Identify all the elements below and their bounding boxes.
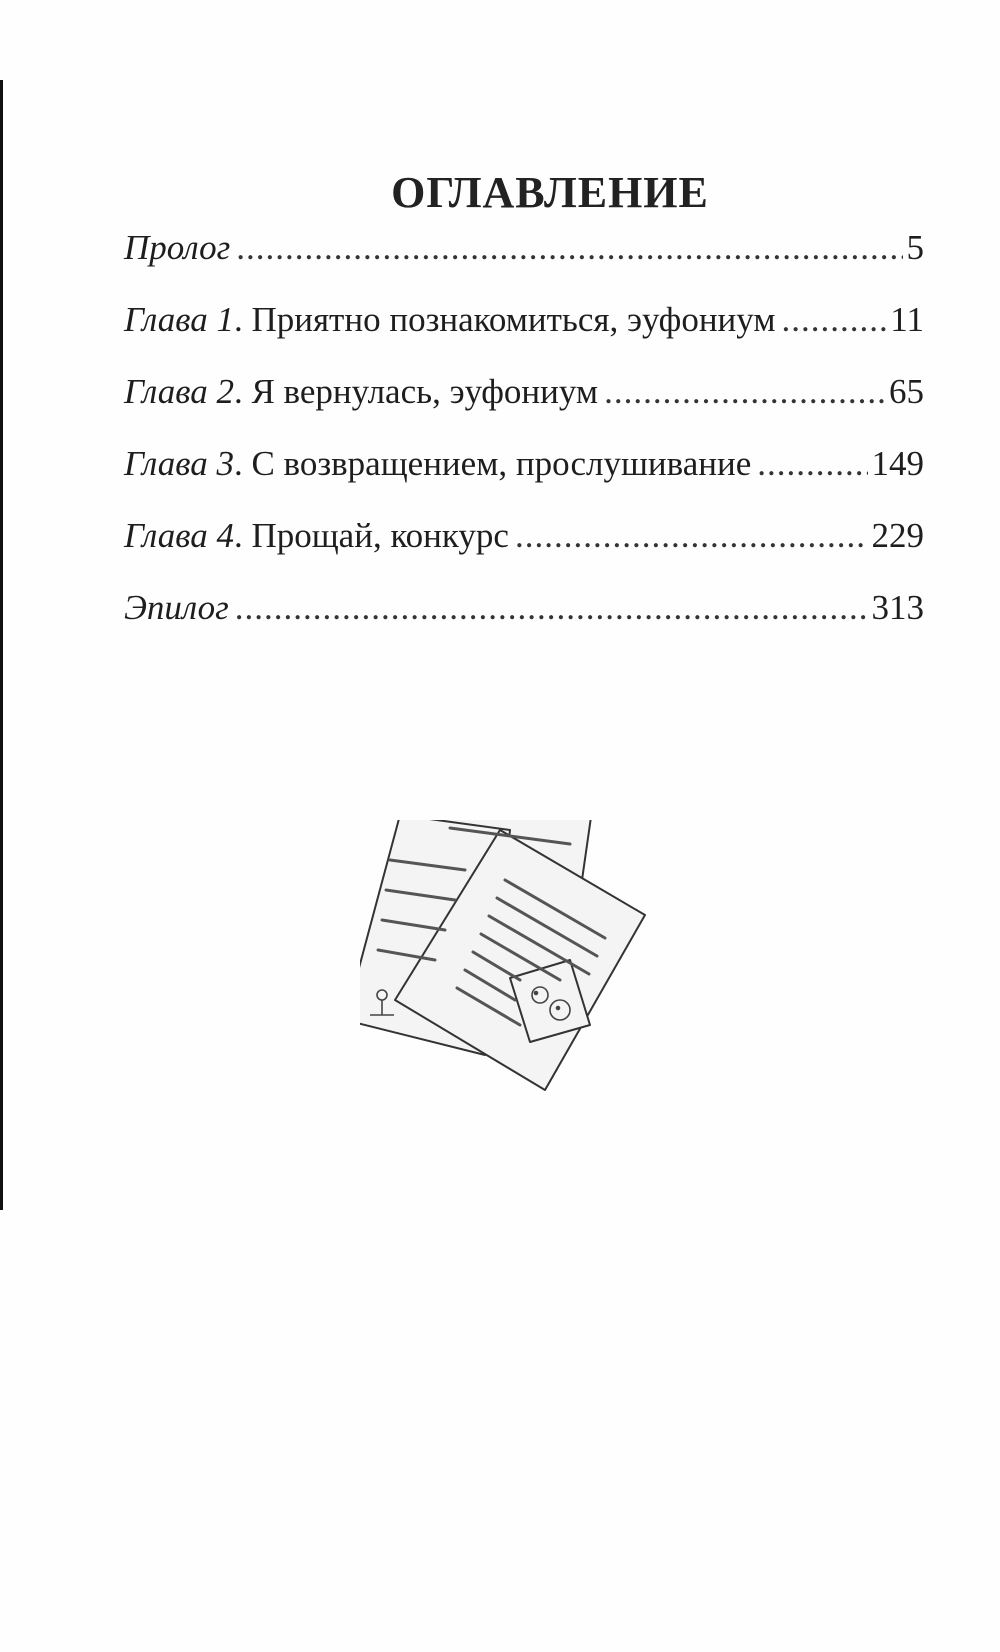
toc-entry-page: 229	[871, 516, 924, 555]
toc-entry-title: . Я вернулась, эуфониум	[233, 372, 599, 411]
sheet-music-pages-icon	[360, 820, 690, 1120]
toc-entry-page: 149	[871, 444, 924, 483]
dot-leader	[236, 228, 902, 268]
page-title: ОГЛАВЛЕНИЕ	[391, 168, 709, 218]
toc-entry-title: . Прощай, конкурс	[233, 516, 509, 555]
toc-entry-page: 313	[871, 588, 924, 627]
toc-entry-page: 11	[890, 300, 924, 339]
dot-leader	[235, 588, 868, 628]
toc-entry-label: Глава 3	[124, 444, 234, 483]
toc-entry-chapter-4	[124, 516, 924, 588]
page-edge	[0, 80, 3, 1210]
dot-leader	[604, 372, 885, 412]
toc-entry-chapter-1	[124, 300, 924, 372]
table-of-contents	[124, 228, 924, 660]
toc-entry-page: 65	[889, 372, 924, 411]
toc-entry-title: . Приятно познакомиться, эуфониум	[233, 300, 776, 339]
toc-entry-label: Глава 1	[124, 300, 234, 339]
toc-entry-label: Глава 4	[124, 516, 234, 555]
toc-entry-label: Глава 2	[124, 372, 234, 411]
dot-leader	[781, 300, 886, 340]
toc-entry-chapter-2	[124, 372, 924, 444]
toc-entry-epilogue	[124, 588, 924, 660]
toc-entry-page: 5	[906, 228, 924, 267]
toc-entry-label: Эпилог	[124, 588, 229, 627]
toc-entry-label: Пролог	[124, 228, 231, 267]
toc-entry-prologue	[124, 228, 924, 300]
toc-entry-chapter-3	[124, 444, 924, 516]
dot-leader	[757, 444, 867, 484]
dot-leader	[515, 516, 868, 556]
toc-entry-title: . С возвращением, прослушивание	[233, 444, 752, 483]
